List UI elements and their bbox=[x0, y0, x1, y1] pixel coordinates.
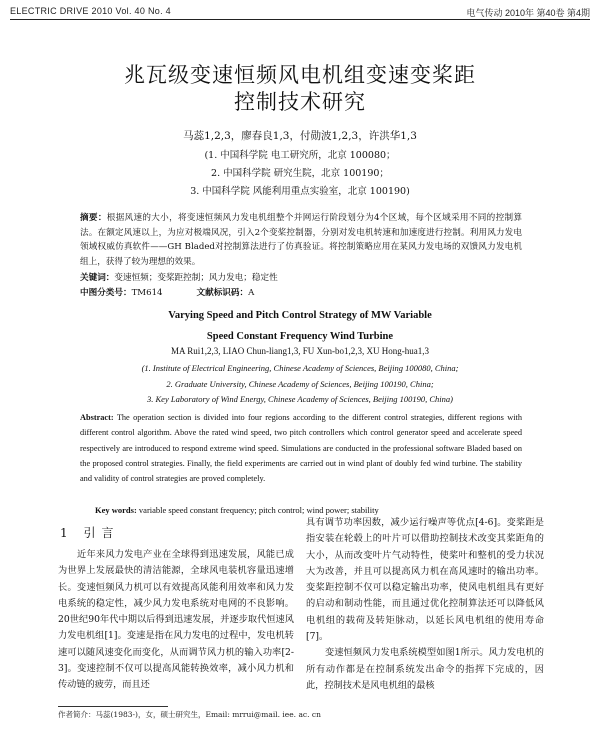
footnote: 作者简介：马蕊(1983-)，女，硕士研究生，Email: mrrui@mail. iee. ac. cn bbox=[58, 710, 321, 719]
title-line-1: 兆瓦级变速恒频风电机组变速变桨距 bbox=[124, 63, 476, 87]
classification-code: TM614 bbox=[131, 288, 163, 298]
doc-code: A bbox=[248, 288, 255, 298]
keywords-en bbox=[95, 505, 522, 515]
abstract-en bbox=[80, 410, 522, 486]
body-column-right bbox=[306, 515, 544, 694]
abstract-en-text: The operation section is divided into four regions according to the different control strategies, different regions with different control algorithm. Above the rated wind speed, two pitch controllers which control generator speed and accelerate speed respectively are introduced to respond extreme wind speed. Simulations are conducted in the professional software Bladed based on the proposed control strategies. Finally, the field experiments are carried out in wind plant of doubly fed wind turbine. The stability and validity of control strategies are proved completely. bbox=[80, 413, 522, 484]
affiliation-en-2: 2. Graduate University, Chinese Academy of Sciences, Beijing 100190, China; bbox=[166, 378, 434, 389]
authors-en: MA Rui1,2,3, LIAO Chun-liang1,3, FU Xun-bo1,2,3, XU Hong-hua1,3 bbox=[171, 346, 429, 356]
affiliations-cn bbox=[0, 147, 600, 201]
affiliation-cn-2: 2. 中国科学院 研究生院，北京 100190； bbox=[211, 168, 389, 179]
journal-cn: 电气传动 2010年 第40卷 第4期 bbox=[466, 8, 590, 18]
header-rule bbox=[10, 19, 590, 20]
paper-title-en bbox=[0, 305, 600, 347]
affiliation-cn-1: (1. 中国科学院 电工研究所，北京 100080； bbox=[204, 150, 396, 161]
keywords-cn-label: 关键词： bbox=[80, 273, 115, 283]
footnote-rule bbox=[58, 706, 168, 707]
keywords-cn-text: 变速恒频；变桨距控制；风力发电；稳定性 bbox=[114, 273, 278, 283]
running-header bbox=[10, 6, 590, 18]
paper-title bbox=[0, 62, 600, 116]
abstract-cn bbox=[80, 211, 522, 269]
affiliations-en bbox=[0, 361, 600, 408]
title-en-line-2: Speed Constant Frequency Wind Turbine bbox=[206, 331, 394, 342]
right-paragraph-1: 具有调节功率因数，减少运行噪声等优点[4-6]。变桨距是指安装在轮毂上的叶片可以借助控制技术改变其桨距角的大小，从而改变叶片气动特性，使桨叶和整机的受力状况大为改善，并且可以提高风力机在高风速时的输出功率。变桨距控制不仅可以稳定输出功率，使风电机组具有更好的启动和制动性能，而且通过优化控制算法还可以降低风电机组的载荷及转矩脉动，以延长风电机组的使用寿命[7]。 bbox=[306, 517, 544, 643]
title-line-2: 控制技术研究 bbox=[234, 90, 366, 114]
keywords-cn bbox=[80, 271, 278, 283]
classification-cn bbox=[80, 286, 254, 298]
authors-cn: 马蕊1,2,3，廖春良1,3，付勋波1,2,3，许洪华1,3 bbox=[183, 130, 417, 142]
abstract-cn-text: 根据风速的大小，将变速恒频风力发电机组整个并网运行阶段划分为4个区域，每个区域采用不同的控制算法。在额定风速以上，为应对极端风况，引入2个变桨控制器，分别对发电机转速和加速度进行控制。利用风力发电领域权威仿真软件——GH Bladed对控制算法进行了仿真验证。将控制策略应用在某风力发电场的双馈风力发电机组上，获得了较为理想的效果。 bbox=[80, 213, 522, 267]
abstract-cn-label: 摘要： bbox=[80, 213, 107, 223]
keywords-en-label: Key words: bbox=[95, 505, 137, 515]
affiliation-en-1: (1. Institute of Electrical Engineering, Chinese Academy of Sciences, Beijing 100080, China; bbox=[141, 363, 459, 373]
journal-en: ELECTRIC DRIVE 2010 Vol. 40 No. 4 bbox=[10, 6, 171, 16]
affiliation-en-3: 3. Key Laboratory of Wind Energy, Chinese Academy of Sciences, Beijing 100190, China) bbox=[147, 394, 453, 404]
right-paragraph-2: 变速恒频风力发电系统模型如图1所示。风力发电机的所有动作都是在控制系统发出命令的指挥下完成的，因此，控制技术是风电机组的最核 bbox=[306, 647, 544, 691]
abstract-en-label: Abstract: bbox=[80, 413, 114, 422]
keywords-en-text: variable speed constant frequency; pitch control; wind power; stability bbox=[138, 505, 379, 515]
doc-code-label: 文献标识码： bbox=[196, 288, 249, 298]
body-column-left: 近年来风力发电产业在全球得到迅速发展，风能已成为世界上发展最快的清洁能源，全球风电装机容量迅速增长。变速恒频风力机可以有效提高风能利用效率和风力发电系统的稳定性，减少风力发电系统对电网的不良影响。20世纪90年代中期以后得到迅速发展，并逐步取代恒速风力发电机组[1]。变速是指在风力发电的过程中，发电机转速可以随风速变化而变化，从而调节风力机的输入功率[2-3]。变速控制不仅可以提高风能转换效率，减小风力机和传动链的疲劳，而且还 bbox=[58, 549, 294, 691]
title-en-line-1: Varying Speed and Pitch Control Strategy of MW Variable bbox=[168, 310, 432, 321]
affiliation-cn-3: 3. 中国科学院 风能利用重点实验室，北京 100190) bbox=[190, 186, 410, 197]
classification-label: 中图分类号： bbox=[80, 288, 132, 298]
section-heading: 1 引言 bbox=[60, 526, 120, 540]
